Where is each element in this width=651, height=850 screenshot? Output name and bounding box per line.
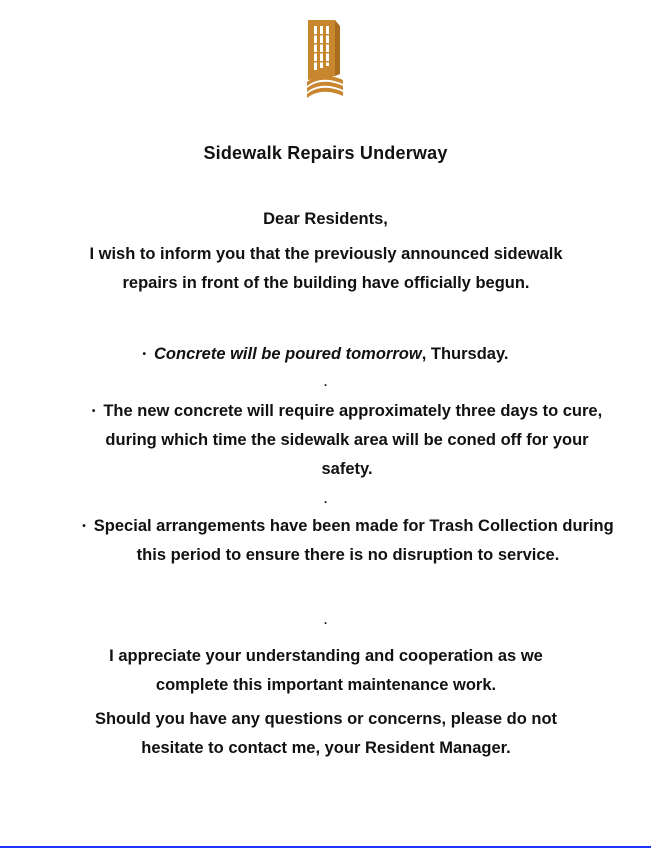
closing-paragraph-appreciation: I appreciate your understanding and cooperation as we complete this important maintenance work. xyxy=(109,647,543,694)
separator-dot: . xyxy=(323,613,328,627)
bullet-text: Special arrangements have been made for Trash Collection during this period to ensure there is no disruption to service. xyxy=(93,517,614,565)
bullet-item-trash xyxy=(78,512,618,570)
bullet-text: The new concrete will require approximately three days to cure, during which time the sidewalk area will be coned off for your safety. xyxy=(103,402,603,479)
building-logo-icon xyxy=(305,18,345,98)
greeting: Dear Residents, xyxy=(263,210,388,228)
separator-dot: . xyxy=(323,492,328,506)
separator-dot: . xyxy=(323,375,328,389)
bullet-italic-text: Concrete will be poured tomorrow xyxy=(154,345,422,363)
bullet-icon: • xyxy=(91,406,96,418)
bullet-icon: • xyxy=(142,349,146,361)
notice-title: Sidewalk Repairs Underway xyxy=(203,143,448,163)
bullet-item-concrete xyxy=(0,340,651,369)
bottom-rule xyxy=(0,846,651,848)
bullet-item-cure xyxy=(84,397,610,484)
intro-paragraph: I wish to inform you that the previously announced sidewalk repairs in front of the building have officially begun. xyxy=(89,245,563,292)
bullet-icon: • xyxy=(82,521,86,533)
closing-paragraph-contact: Should you have any questions or concerns, please do not hesitate to contact me, your Resident Manager. xyxy=(94,710,558,757)
bullet-text: , Thursday. xyxy=(421,345,509,363)
